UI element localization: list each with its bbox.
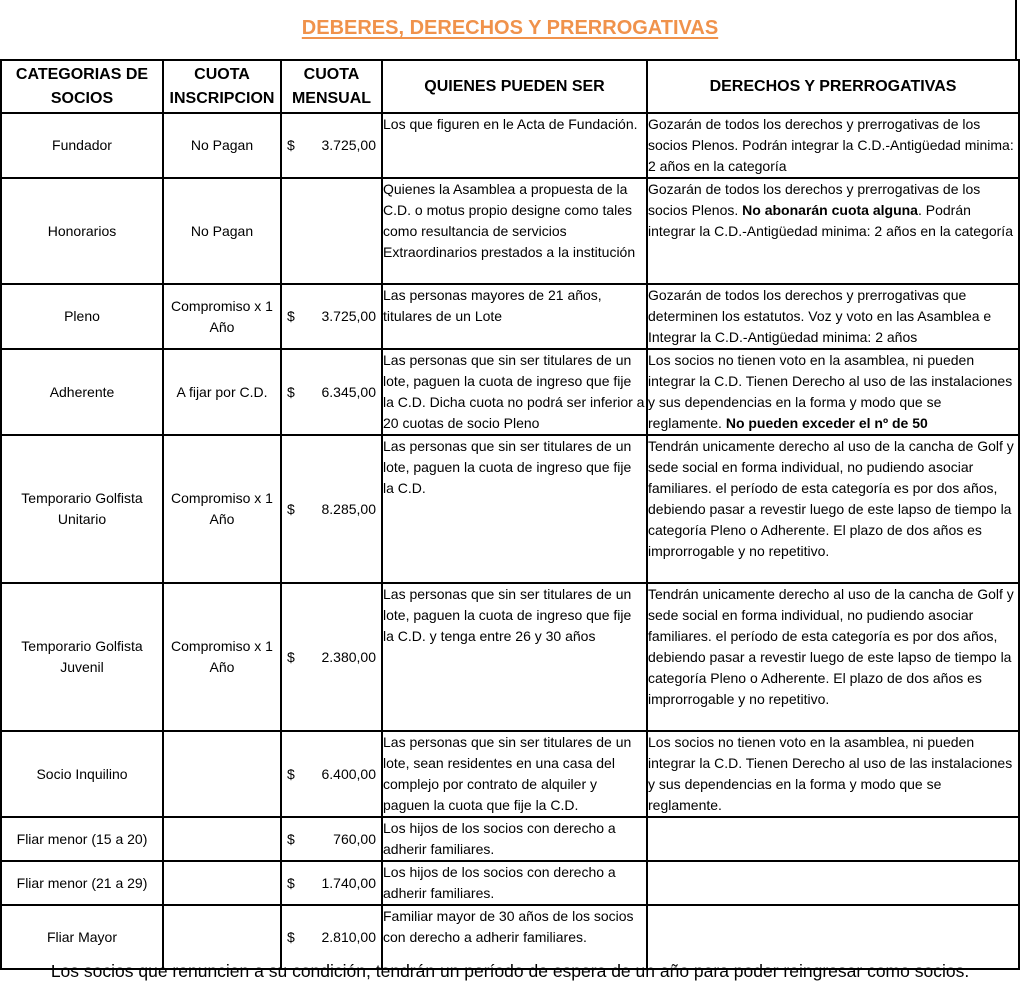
currency-symbol: $ [287, 308, 295, 324]
membership-table [0, 59, 1020, 970]
monthly-fee: 6.345,00 [321, 383, 376, 400]
derechos-text: Gozarán de todos los derechos y prerrogativas de los socios Plenos. Podrán integrar la C.D.-Antigüedad minima: 2 años en la categoría [648, 116, 1014, 174]
cell-mensual [281, 178, 382, 284]
derechos-text: Los socios no tienen voto en la asamblea, ni pueden integrar la C.D. Tienen Derecho al uso de las instalaciones y sus dependencias en la forma y modo que se reglamente. [648, 352, 1013, 431]
cell-inscripcion [163, 817, 281, 861]
header-cuota-inscripcion: CUOTA INSCRIPCION [163, 60, 281, 113]
cell-quienes: Los que figuren en le Acta de Fundación. [382, 113, 647, 178]
currency-symbol: $ [287, 874, 295, 891]
table-row [1, 861, 1019, 905]
table-row [1, 284, 1019, 349]
footer-note: Los socios que renuncien a su condición, tendrán un período de espera de un año para poder reingresar como socios. [50, 961, 970, 981]
monthly-fee: 760,00 [333, 830, 376, 847]
currency-symbol: $ [287, 648, 295, 665]
derechos-text-tail: . Podrán integrar la C.D.-Antigüedad minima: 2 años en la categoría [648, 202, 1013, 239]
cell-mensual [281, 349, 382, 435]
cell-inscripcion: No Pagan [163, 178, 281, 284]
cell-categoria: Fliar menor (15 a 20) [1, 817, 163, 861]
derechos-text: Tendrán unicamente derecho al uso de la cancha de Golf y sede social en forma individual, no pudiendo asociar familiares. el período de esta categoría es por dos años, debiendo pasar a revestir luego de este lapso de tiempo la categoría Pleno o Adherente. El plazo de dos años es improrrogable y no repetitivo. [648, 438, 1014, 559]
cell-inscripcion [163, 731, 281, 817]
cell-derechos [647, 178, 1019, 284]
monthly-fee: 6.400,00 [321, 765, 376, 782]
header-categoria: CATEGORIAS DE SOCIOS [1, 60, 163, 113]
cell-mensual [281, 731, 382, 817]
monthly-fee: 3.725,00 [321, 137, 376, 153]
monthly-fee: 8.285,00 [321, 500, 376, 517]
table-row [1, 731, 1019, 817]
header-derechos: DERECHOS Y PRERROGATIVAS [647, 60, 1019, 113]
currency-symbol: $ [287, 137, 295, 153]
cell-inscripcion: No Pagan [163, 113, 281, 178]
derechos-bold-text: No pueden exceder el nº de 50 [725, 415, 928, 431]
cell-derechos [647, 435, 1019, 583]
table-row [1, 178, 1019, 284]
page-title: DEBERES, DERECHOS Y PRERROGATIVAS [301, 17, 719, 39]
currency-symbol: $ [287, 928, 295, 945]
cell-categoria: Adherente [1, 349, 163, 435]
cell-derechos [647, 349, 1019, 435]
cell-quienes: Las personas que sin ser titulares de un lote, sean residentes en una casa del complejo por contrato de alquiler y paguen la cuota que fije la C.D. [382, 731, 647, 817]
derechos-bold-text: No abonarán cuota alguna [742, 202, 918, 218]
cell-derechos [647, 731, 1019, 817]
header-cuota-mensual: CUOTA MENSUAL [281, 60, 382, 113]
table-row [1, 349, 1019, 435]
derechos-text: Tendrán unicamente derecho al uso de la cancha de Golf y sede social en forma individual, no pudiendo asociar familiares. el período de esta categoría es por dos años, debiendo pasar a revestir luego de este lapso de tiempo la categoría Pleno o Adherente. El plazo de dos años es improrrogable y no repetitivo. [648, 586, 1014, 707]
cell-categoria: Pleno [1, 284, 163, 349]
monthly-fee: 3.725,00 [321, 308, 376, 324]
table-row [1, 435, 1019, 583]
header-quienes: QUIENES PUEDEN SER [382, 60, 647, 113]
cell-quienes: Las personas mayores de 21 años, titulares de un Lote [382, 284, 647, 349]
cell-mensual [281, 861, 382, 905]
cell-categoria: Fundador [1, 113, 163, 178]
cell-inscripcion [163, 861, 281, 905]
cell-categoria: Fliar Mayor [1, 905, 163, 969]
header-row [1, 60, 1019, 113]
cell-derechos [647, 583, 1019, 731]
derechos-text: Gozarán de todos los derechos y prerrogativas de los socios Plenos. [648, 181, 981, 218]
cell-quienes: Los hijos de los socios con derecho a adherir familiares. [382, 861, 647, 905]
cell-quienes: Las personas que sin ser titulares de un lote, paguen la cuota de ingreso que fije la C.D. [382, 435, 647, 583]
currency-symbol: $ [287, 765, 295, 782]
cell-quienes: Quienes la Asamblea a propuesta de la C.D. o motus propio designe como tales como resultancia de servicios Extraordinarios prestados a la institución [382, 178, 647, 284]
derechos-text: Los socios no tienen voto en la asamblea, ni pueden integrar la C.D. Tienen Derecho al uso de las instalaciones y sus dependencias en la forma y modo que se reglamente. [648, 734, 1013, 813]
monthly-fee: 1.740,00 [321, 874, 376, 891]
cell-derechos [647, 284, 1019, 349]
cell-categoria: Temporario Golfista Juvenil [1, 583, 163, 731]
table-row [1, 817, 1019, 861]
cell-inscripcion: Compromiso x 1 Año [163, 583, 281, 731]
currency-symbol: $ [287, 830, 295, 847]
monthly-fee: 2.380,00 [321, 648, 376, 665]
monthly-fee: 2.810,00 [321, 928, 376, 945]
cell-mensual [281, 817, 382, 861]
cell-quienes: Familiar mayor de 30 años de los socios con derecho a adherir familiares. [382, 905, 647, 969]
cell-derechos [647, 861, 1019, 905]
cell-mensual [281, 113, 382, 178]
table-row [1, 113, 1019, 178]
cell-derechos [647, 113, 1019, 178]
cell-inscripcion: Compromiso x 1 Año [163, 284, 281, 349]
cell-quienes: Las personas que sin ser titulares de un lote, paguen la cuota de ingreso que fije la C.D. Dicha cuota no podrá ser inferior a 20 cuotas de socio Pleno [382, 349, 647, 435]
derechos-text: Gozarán de todos los derechos y prerrogativas que determinen los estatutos. Voz y voto en las Asamblea e Integrar la C.D.-Antigüedad minima: 2 años [648, 287, 992, 345]
currency-symbol: $ [287, 383, 295, 400]
cell-derechos [647, 817, 1019, 861]
cell-inscripcion: Compromiso x 1 Año [163, 435, 281, 583]
cell-inscripcion: A fijar por C.D. [163, 349, 281, 435]
cell-categoria: Fliar menor (21 a 29) [1, 861, 163, 905]
currency-symbol: $ [287, 500, 295, 517]
cell-mensual [281, 583, 382, 731]
cell-categoria: Honorarios [1, 178, 163, 284]
table-row [1, 583, 1019, 731]
cell-categoria: Temporario Golfista Unitario [1, 435, 163, 583]
cell-categoria: Socio Inquilino [1, 731, 163, 817]
cell-quienes: Las personas que sin ser titulares de un lote, paguen la cuota de ingreso que fije la C.D. y tenga entre 26 y 30 años [382, 583, 647, 731]
cell-mensual [281, 435, 382, 583]
cell-mensual [281, 284, 382, 349]
cell-quienes: Los hijos de los socios con derecho a adherir familiares. [382, 817, 647, 861]
